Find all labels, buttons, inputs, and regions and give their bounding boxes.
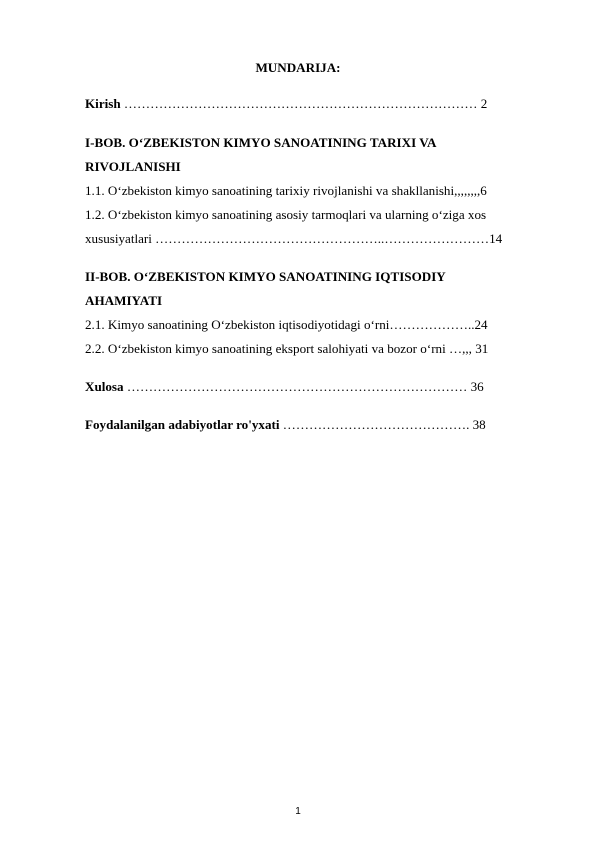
toc-entry-leader: ……………………………………. 38 [279, 417, 486, 432]
toc-entry-leader: …………………………………………………………………… 36 [123, 379, 484, 394]
toc-entry-xulosa [85, 380, 484, 393]
toc-entry-1-1: 1.1. O‘zbekiston kimyo sanoatining tarixiy rivojlanishi va shakllanishi,,,,,,,,6 [85, 183, 487, 198]
toc-entry-1-2-line1: 1.2. O‘zbekiston kimyo sanoatining asosiy tarmoqlari va ularning o‘ziga xos [85, 207, 487, 222]
chapter1-heading-line1: I-BOB. O‘ZBEKISTON KIMYO SANOATINING TARIXI VA [85, 135, 437, 150]
page-title: MUNDARIJA: [255, 60, 341, 75]
toc-entry-2-1: 2.1. Kimyo sanoatining O‘zbekiston iqtisodiyotidagi o‘rni………………..24 [85, 317, 488, 332]
chapter1-heading-line2: RIVOJLANISHI [85, 159, 181, 174]
toc-entry-leader: ……………………………………………………………………… 2 [120, 96, 488, 111]
page-number: 1 [295, 806, 301, 817]
toc-entry-label: Xulosa [85, 379, 124, 394]
toc-entry-kirish [85, 97, 487, 110]
toc-entry-label: Kirish [85, 96, 121, 111]
toc-entry-1-2-line2: xususiyatlari ……………………………………………..……………………14 [85, 231, 503, 246]
toc-entry-label: Foydalanilgan adabiyotlar ro'yxati [85, 417, 280, 432]
toc-entry-adabiyotlar [85, 418, 486, 431]
chapter2-heading-line1: II-BOB. O‘ZBEKISTON KIMYO SANOATINING IQTISODIY [85, 269, 446, 284]
chapter2-heading-line2: AHAMIYATI [85, 293, 163, 308]
toc-entry-2-2: 2.2. O‘zbekiston kimyo sanoatining eksport salohiyati va bozor o‘rni …,,, 31 [85, 341, 489, 356]
